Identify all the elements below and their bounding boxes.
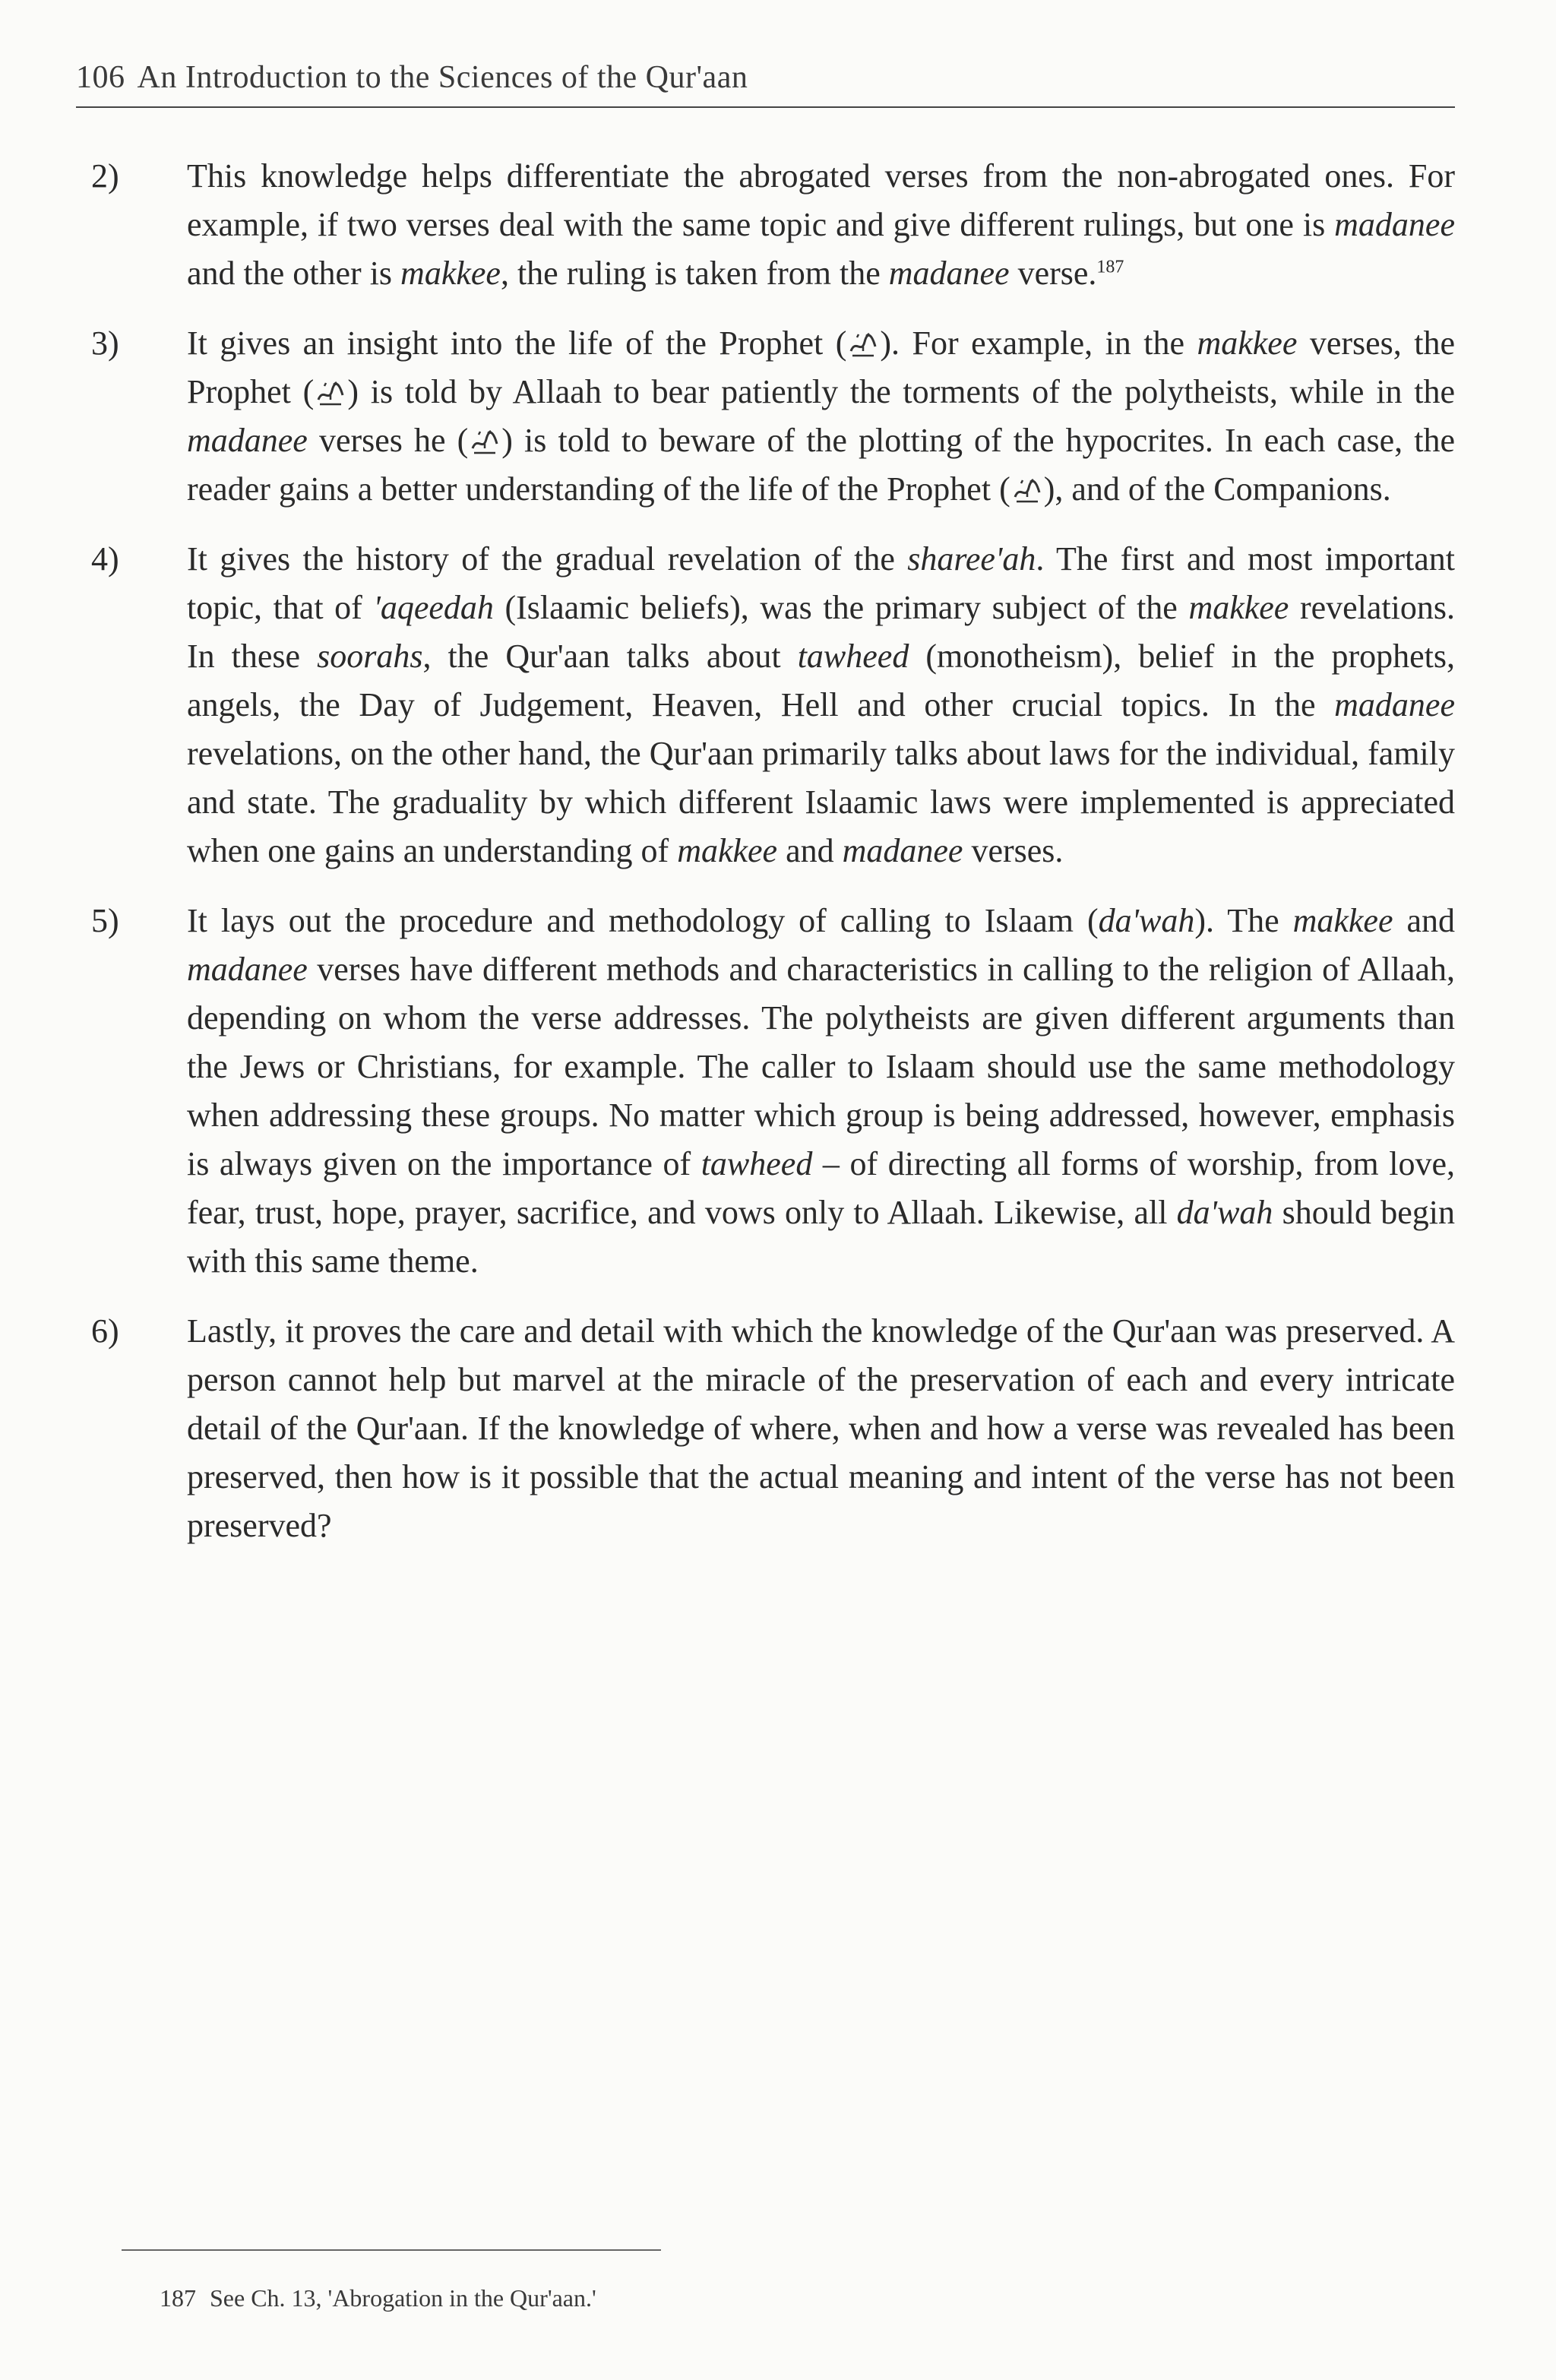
item-number: 4)	[91, 540, 119, 578]
text-run: and	[1393, 902, 1456, 939]
text-run: , the Qur'aan talks about	[422, 638, 798, 675]
text-run: Lastly, it proves the care and detail with which the knowledge of the Qur'aan was preserved. A person cannot help but marvel at the miracle of the preservation of each and every intricate detail of the Qur'aan. If the knowledge of where, when and how a verse was revealed has been preserved, then how is it possible that the actual meaning and intent of the verse has not been preserved?	[187, 1312, 1455, 1544]
text-run: ) is told to beware of the plotting of the hypocrites. In each case, the reader gains a better understanding of the life of the Prophet (	[187, 422, 1456, 508]
item-number: 2)	[91, 157, 119, 195]
italic-term: makkee	[677, 832, 778, 869]
text-run: verses.	[963, 832, 1064, 869]
text-run: and	[777, 832, 843, 869]
item-number: 3)	[91, 324, 119, 362]
text-run: , the ruling is taken from the	[500, 255, 889, 292]
salawat-glyph-icon	[1012, 477, 1042, 505]
text-run: verses have different methods and characteristics in calling to the religion of Allaah, depending on whom the verse addresses. The polytheists are given different arguments than the Jews or Christians, for example. The caller to Islaam should use the same methodology when addressing these groups. No matter which group is being addressed, however, emphasis is always given on the importance of	[187, 951, 1455, 1182]
text-run: This knowledge helps differentiate the abrogated verses from the non-abrogated ones. For example, if two verses deal with the same topic and give different rulings, but one is	[187, 157, 1455, 243]
italic-term: soorahs	[317, 638, 423, 675]
italic-term: madanee	[1334, 686, 1455, 723]
text-run: ), and of the Companions.	[1043, 470, 1391, 508]
italic-term: tawheed	[701, 1145, 813, 1182]
header-rule	[76, 106, 1455, 108]
text-run: ). For example, in the	[880, 324, 1197, 362]
text-run: (monotheism), belief in the prophets, angels, the Day of Judgement, Heaven, Hell and other crucial topics. In the	[187, 638, 1456, 723]
text-run: . The first and most important topic, that of	[187, 540, 1455, 626]
text-run: It gives an insight into the life of the Prophet (	[187, 324, 847, 362]
italic-term: makkee	[1188, 589, 1289, 626]
item-text	[187, 535, 1455, 875]
list-item	[76, 319, 1455, 514]
running-header	[76, 59, 1455, 96]
text-run: verse.	[1009, 255, 1097, 292]
italic-term: makkee	[400, 255, 501, 292]
italic-term: madanee	[1334, 206, 1455, 243]
italic-term: da'wah	[1098, 902, 1195, 939]
item-number: 5)	[91, 902, 119, 939]
numbered-list	[76, 152, 1455, 1571]
italic-term: 'aqeedah	[373, 589, 494, 626]
italic-term: madanee	[888, 255, 1010, 292]
text-run: and the other is	[187, 255, 401, 292]
text-run: – of directing all forms of worship, from love, fear, trust, hope, prayer, sacrifice, and vows only to Allaah. Likewise, all	[187, 1145, 1455, 1231]
text-run: should begin with this same theme.	[187, 1194, 1455, 1280]
italic-term: makkee	[1292, 902, 1393, 939]
footnote	[160, 2284, 596, 2312]
salawat-glyph-icon	[315, 380, 346, 407]
italic-term: da'wah	[1176, 1194, 1273, 1231]
salawat-glyph-icon	[470, 429, 500, 456]
italic-term: makkee	[1197, 324, 1298, 362]
page-number: 106	[76, 60, 125, 95]
item-text	[187, 897, 1455, 1286]
item-number: 6)	[91, 1312, 119, 1350]
footnote-rule	[122, 2249, 661, 2251]
footnote-text: See Ch. 13, 'Abrogation in the Qur'aan.'	[210, 2284, 596, 2312]
salawat-glyph-icon	[848, 331, 878, 359]
text-run: verses, the Prophet (	[187, 324, 1455, 410]
list-item	[76, 1307, 1455, 1550]
item-text	[187, 152, 1455, 298]
list-item	[76, 152, 1455, 298]
item-text	[187, 319, 1455, 514]
italic-term: madanee	[187, 422, 308, 459]
text-run: ) is told by Allaah to bear patiently the torments of the polytheists, while in the	[347, 373, 1455, 410]
italic-term: madanee	[842, 832, 963, 869]
text-run: ). The	[1194, 902, 1293, 939]
list-item	[76, 897, 1455, 1286]
list-item	[76, 535, 1455, 875]
item-text	[187, 1307, 1455, 1550]
text-run: verses he (	[307, 422, 469, 459]
text-run: revelations, on the other hand, the Qur'aan primarily talks about laws for the individual, family and state. The graduality by which different Islaamic laws were implemented is appreciated when one gains an understanding of	[187, 735, 1455, 869]
italic-term: tawheed	[797, 638, 909, 675]
text-run: It gives the history of the gradual revelation of the	[187, 540, 908, 578]
text-run: It lays out the procedure and methodology of calling to Islaam (	[187, 902, 1099, 939]
italic-term: madanee	[187, 951, 308, 988]
book-title: An Introduction to the Sciences of the Qur'aan	[137, 60, 748, 95]
footnote-number: 187	[160, 2284, 196, 2312]
footnote-reference: 187	[1096, 257, 1124, 277]
text-run: (Islaamic beliefs), was the primary subject of the	[493, 589, 1189, 626]
italic-term: sharee'ah	[907, 540, 1036, 578]
text-run: revelations. In these	[187, 589, 1455, 675]
